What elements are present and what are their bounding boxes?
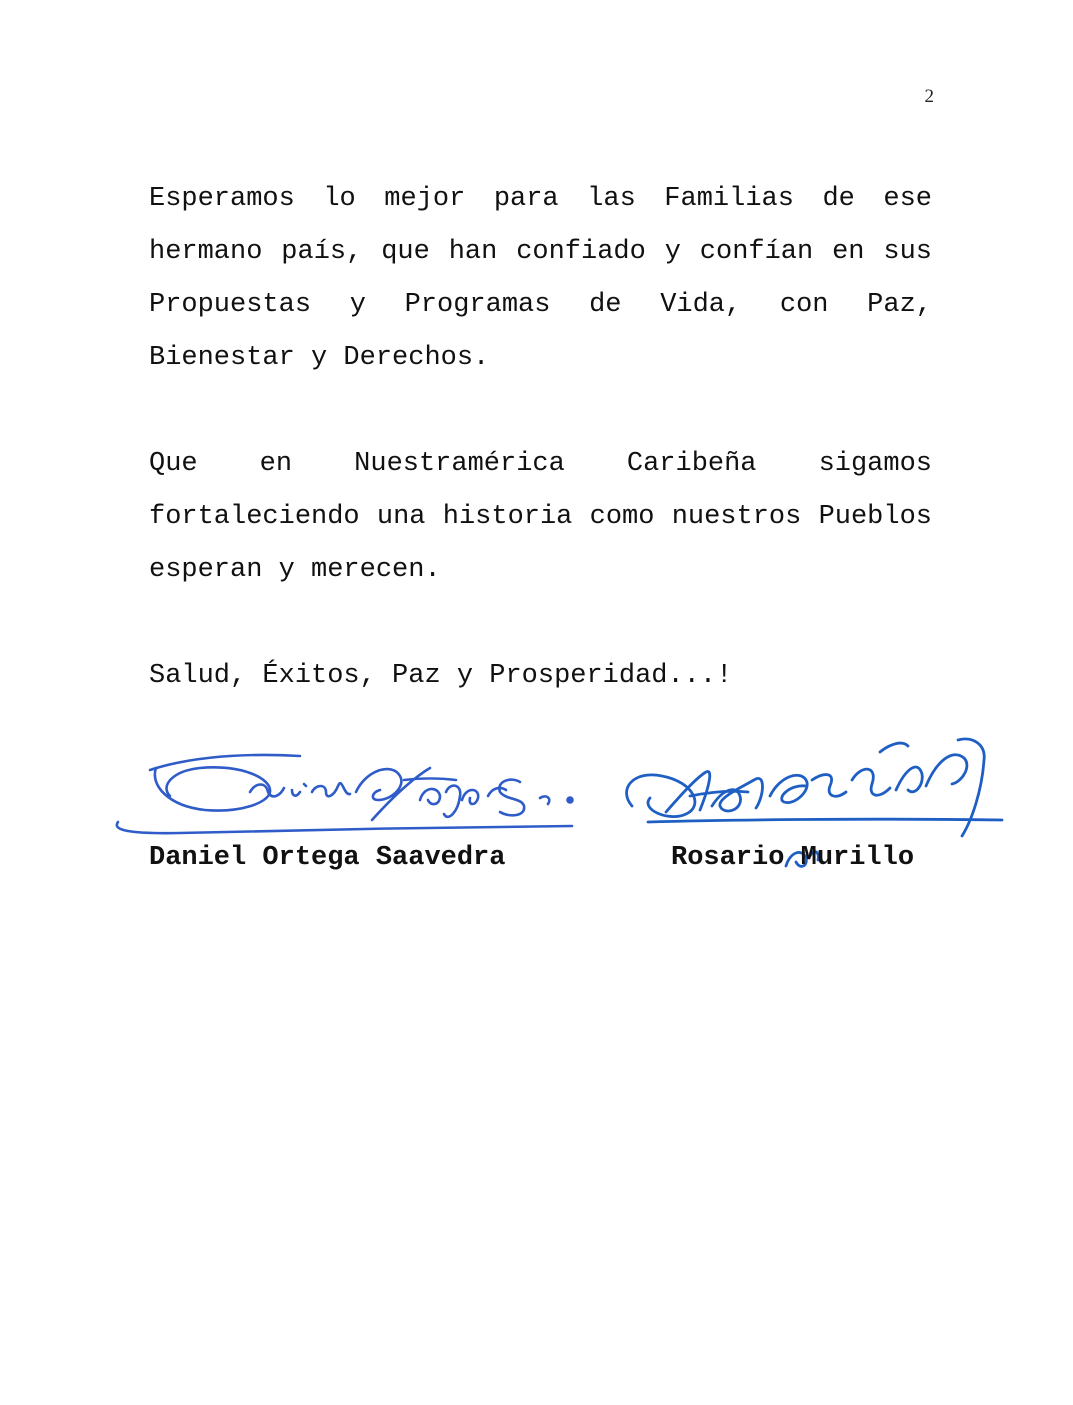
signatory-name-daniel: Daniel Ortega Saavedra bbox=[149, 843, 506, 873]
paragraph-wishes: Esperamos lo mejor para las Familias de ese hermano país, que han confiado y confían en sus Propuestas y Programas de Vida, con Paz, Bienestar y Derechos. bbox=[149, 184, 932, 373]
paragraph-closing: Salud, Éxitos, Paz y Prosperidad...! bbox=[149, 661, 733, 691]
signature-daniel-ortega bbox=[117, 755, 573, 833]
letter-body bbox=[149, 173, 932, 703]
paragraph-caribbean: Que en Nuestramérica Caribeña sigamos fortaleciendo una historia como nuestros Pueblos esperan y merecen. bbox=[149, 449, 932, 585]
page-number: 2 bbox=[924, 86, 934, 107]
signatory-name-rosario: Rosario Murillo bbox=[671, 843, 915, 873]
